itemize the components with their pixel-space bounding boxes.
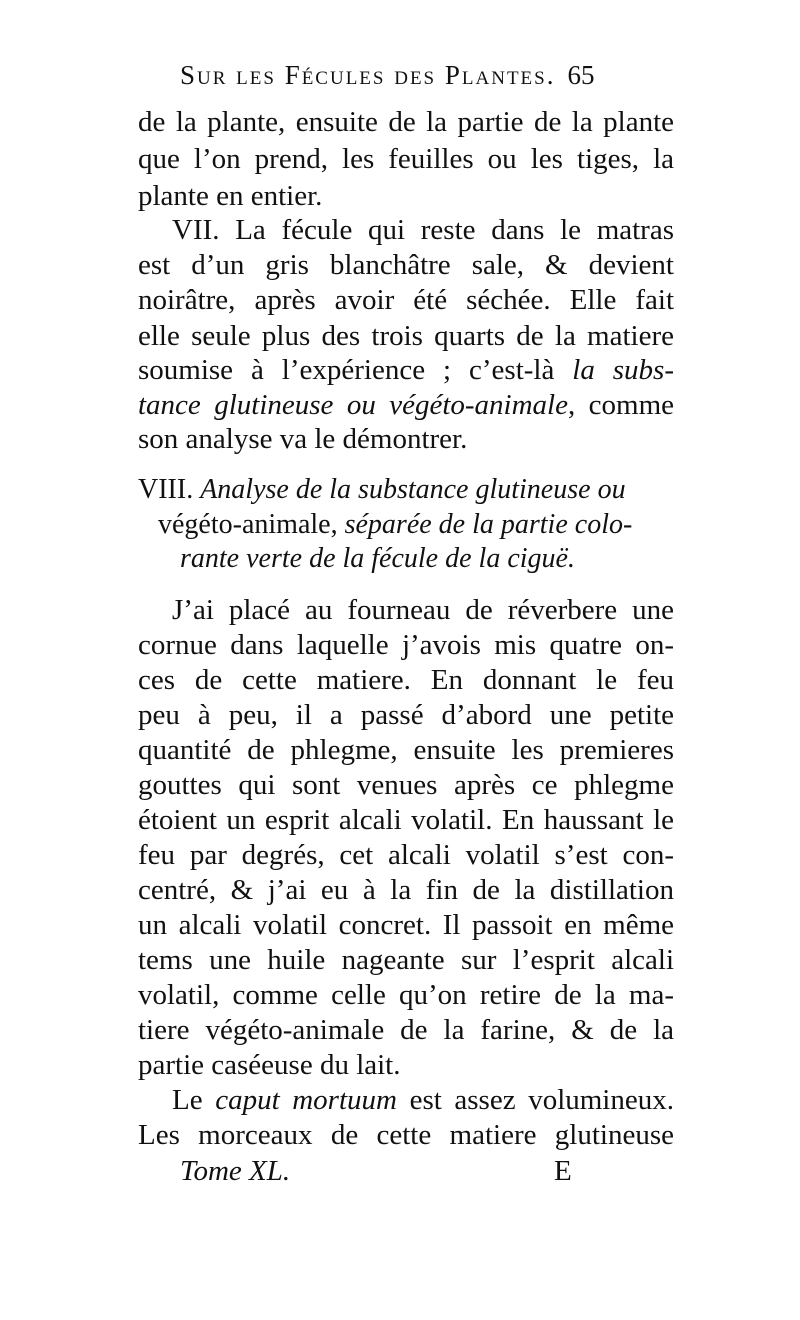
text-line: partie caséeuse du lait. [138, 1049, 401, 1081]
text-line [138, 387, 674, 423]
section-number: VIII. [138, 474, 201, 505]
text-line: Les morceaux de cette matiere glutineuse [138, 1119, 674, 1151]
text-segment: Le [172, 1084, 216, 1116]
italic-segment: caput mortuum [215, 1084, 397, 1116]
text-line: quantité de phlegme, ensuite les premieres [138, 734, 674, 766]
text-segment: est assez volumineux. [396, 1084, 674, 1116]
section-heading-line [158, 507, 632, 543]
text-line: VII. La fécule qui reste dans le matras [172, 214, 674, 246]
text-line: elle seule plus des trois quarts de la matiere [138, 320, 674, 352]
text-line: que l’on prend, les feuilles ou les tiges, la [138, 143, 674, 175]
text-line: son analyse va le démontrer. [138, 423, 468, 455]
signature-mark: E [554, 1155, 572, 1187]
text-segment: , comme [567, 389, 674, 421]
text-line [138, 352, 674, 388]
text-segment: soumise à l’expérience ; c’est-là [138, 354, 573, 386]
text-line: volatil, comme celle qu’on retire de la ma- [138, 979, 674, 1011]
text-segment: végéto-animale, [158, 509, 345, 540]
text-line: de la plante, ensuite de la partie de la plante [138, 106, 674, 138]
text-line: peu à peu, il a passé d’abord une petite [138, 699, 674, 731]
text-line: gouttes qui sont venues après ce phlegme [138, 769, 674, 801]
italic-segment: séparée de la partie colo- [344, 509, 633, 540]
section-heading-line [138, 472, 626, 508]
text-line: est d’un gris blanchâtre sale, & devient [138, 249, 674, 281]
text-line: plante en entier. [138, 180, 323, 212]
text-line: ces de cette matiere. En donnant le feu [138, 664, 674, 696]
text-line: tems une huile nageante sur l’esprit alcali [138, 944, 674, 976]
section-heading-line: rante verte de la fécule de la ciguë. [180, 543, 575, 574]
text-line: un alcali volatil concret. Il passoit en même [138, 909, 674, 941]
section-title: Analyse de la substance glutineuse ou [200, 474, 626, 505]
italic-segment: la subs- [572, 354, 674, 386]
text-line: J’ai placé au fourneau de réverbere une [172, 594, 674, 626]
page-footer [180, 1155, 600, 1188]
text-line: tiere végéto-animale de la farine, & de la [138, 1014, 674, 1046]
text-line: feu par degrés, cet alcali volatil s’est con- [138, 839, 674, 871]
text-line: cornue dans laquelle j’avois mis quatre on- [138, 629, 674, 661]
text-line [172, 1082, 674, 1118]
volume-label: Tome XL. [180, 1155, 291, 1187]
italic-segment: tance glutineuse ou végéto-animale [138, 389, 568, 421]
text-line: étoient un esprit alcali volatil. En haussant le [138, 804, 674, 836]
text-line: centré, & j’ai eu à la fin de la distillation [138, 874, 674, 906]
running-header [180, 60, 680, 91]
running-title: Sur les Fécules des Plantes. [180, 60, 556, 90]
page-number: 65 [567, 60, 595, 90]
text-line: noirâtre, après avoir été séchée. Elle fait [138, 284, 674, 316]
